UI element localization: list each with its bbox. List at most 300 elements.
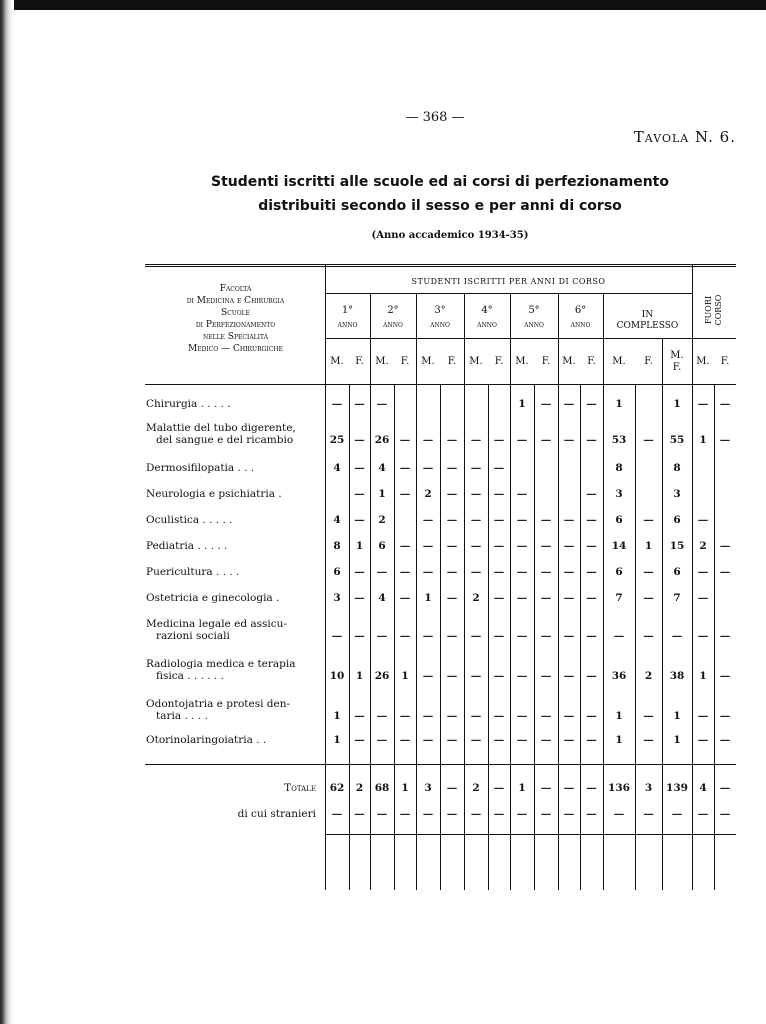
table-cell: — [516, 566, 528, 578]
table-cell: 1 [355, 540, 364, 552]
stranieri-cell: — [697, 808, 709, 820]
table-cell: — [719, 540, 731, 552]
table-cell: — [586, 630, 597, 642]
table-cell: — [446, 592, 458, 604]
table-cell: — [446, 710, 458, 722]
table-cell: — [422, 630, 434, 642]
table-cell: — [422, 540, 434, 552]
facolta-header-line: Medico — Chirurgiche [188, 344, 283, 354]
stranieri-cell: — [613, 808, 625, 820]
table-cell: 6 [378, 540, 386, 552]
totals-rule [145, 764, 736, 765]
table-cell: 6 [615, 566, 623, 578]
year-label: anno [570, 320, 591, 330]
table-cell: — [422, 710, 434, 722]
stranieri-cell: — [516, 808, 528, 820]
table-cell: — [643, 592, 654, 604]
sex-header: M. [375, 356, 389, 367]
totals-cell: 139 [666, 782, 688, 794]
table-cell: 1 [355, 670, 364, 682]
column-rule [662, 338, 663, 890]
table-cell: — [540, 710, 552, 722]
column-rule [464, 293, 465, 890]
table-cell: 25 [329, 434, 345, 446]
table-cell: 1 [518, 398, 526, 410]
table-cell: — [516, 434, 528, 446]
table-cell: — [697, 710, 709, 722]
table-cell: — [516, 670, 528, 682]
table-cell: 26 [374, 670, 390, 682]
table-cell: — [354, 434, 365, 446]
table-cell: — [586, 670, 597, 682]
table-cell: — [446, 670, 458, 682]
table-cell: 15 [669, 540, 685, 552]
table-cell: — [376, 710, 388, 722]
table-cell: — [470, 434, 482, 446]
column-rule [440, 384, 441, 890]
stranieri-cell: — [331, 808, 343, 820]
totals-cell: 2 [355, 782, 364, 794]
table-cell: — [719, 670, 731, 682]
table-top-rule-double [145, 266, 736, 267]
table-cell: — [493, 434, 505, 446]
table-cell: 1 [699, 670, 707, 682]
table-cell: 1 [673, 710, 681, 722]
table-cell: 2 [644, 670, 653, 682]
table-cell: — [643, 630, 654, 642]
stranieri-cell: — [376, 808, 388, 820]
table-cell: 8 [615, 462, 623, 474]
stranieri-cell: — [563, 808, 575, 820]
year-label: anno [383, 320, 403, 330]
table-cell: — [493, 488, 505, 500]
stranieri-cell: — [446, 808, 458, 820]
table-cell: — [470, 630, 482, 642]
table-cell: — [331, 630, 343, 642]
facolta-header-line: Facoltà [219, 284, 252, 294]
year-number: 2° [387, 305, 399, 316]
table-cell: — [493, 514, 505, 526]
table-cell: — [563, 566, 575, 578]
table-cell: 8 [673, 462, 681, 474]
table-cell: — [399, 540, 411, 552]
table-cell: — [422, 462, 434, 474]
table-cell: — [516, 540, 528, 552]
row-label: fisica . . . . . . [156, 670, 224, 682]
table-cell: — [540, 566, 552, 578]
group-header: STUDENTI ISCRITTI PER ANNI DI CORSO [411, 277, 606, 286]
table-cell: — [354, 630, 365, 642]
totals-cell: 62 [329, 782, 345, 794]
column-rule [325, 264, 326, 890]
stranieri-cell: — [643, 808, 654, 820]
table-cell: — [399, 488, 411, 500]
year-number: 5° [528, 305, 540, 316]
sex-header: F. [720, 356, 730, 367]
table-cell: — [470, 670, 482, 682]
year-label: anno [337, 320, 358, 330]
table-cell: — [697, 514, 709, 526]
sex-header: M. [515, 356, 529, 367]
table-cell: 14 [611, 540, 627, 552]
row-label: Ostetricia e ginecologia . [146, 592, 280, 604]
table-cell: 6 [615, 514, 623, 526]
table-cell: 7 [615, 592, 623, 604]
table-cell: 6 [333, 566, 341, 578]
sex-header: M. [421, 356, 435, 367]
table-cell: — [719, 566, 731, 578]
table-cell: 1 [333, 710, 341, 722]
column-rule [580, 384, 581, 890]
column-rule [558, 293, 559, 890]
table-cell: — [376, 630, 388, 642]
table-cell: — [563, 434, 575, 446]
table-cell: — [493, 734, 505, 746]
table-cell: — [470, 514, 482, 526]
facolta-header-line: di Medicina e Chirurgia [186, 296, 285, 306]
totals-cell: 4 [699, 782, 707, 794]
table-cell: — [719, 630, 731, 642]
row-label: Neurologia e psichiatria . [146, 488, 282, 500]
table-cell: — [719, 434, 731, 446]
sex-header: F. [644, 356, 653, 367]
table-cell: — [586, 434, 597, 446]
table-cell: — [376, 734, 388, 746]
table-cell: — [446, 434, 458, 446]
row-label: Chirurgia . . . . . [146, 398, 231, 410]
table-cell: — [697, 592, 709, 604]
table-cell: — [354, 710, 365, 722]
totals-cell: 3 [644, 782, 653, 794]
row-label: Radiologia medica e terapia [146, 658, 296, 670]
table-cell: — [446, 734, 458, 746]
academic-year: (Anno accademico 1934-35) [371, 230, 529, 241]
column-rule [370, 293, 371, 890]
table-cell: — [470, 710, 482, 722]
table-cell: 3 [615, 488, 623, 500]
row-label: Otorinolaringoiatria . . [146, 734, 267, 746]
row-label: Puericultura . . . . [146, 566, 240, 578]
row-label: del sangue e del ricambio [156, 434, 294, 446]
column-rule [692, 264, 693, 890]
year-number: 1° [341, 305, 354, 316]
table-cell: — [613, 630, 625, 642]
table-cell: 1 [424, 592, 432, 604]
year-label: anno [430, 320, 450, 330]
sex-header: M. [330, 356, 344, 367]
table-cell: — [493, 462, 505, 474]
table-cell: — [354, 488, 365, 500]
sex-header: F. [494, 356, 504, 367]
table-cell: — [719, 734, 731, 746]
table-top-rule [145, 264, 736, 265]
table-cell: — [719, 710, 731, 722]
table-cell: — [540, 670, 552, 682]
table-cell: — [563, 514, 575, 526]
header-bottom-rule [145, 384, 736, 385]
table-cell: — [399, 710, 411, 722]
table-cell: 2 [699, 540, 707, 552]
totals-cell: 2 [472, 782, 480, 794]
table-cell: — [697, 630, 709, 642]
table-cell: 55 [669, 434, 685, 446]
table-cell: 1 [673, 734, 681, 746]
table-cell: — [516, 488, 528, 500]
table-cell: 1 [615, 734, 623, 746]
table-cell: — [354, 566, 365, 578]
table-cell: — [516, 710, 528, 722]
table-cell: — [540, 514, 552, 526]
sex-header: M. [670, 350, 684, 361]
table-cell: — [540, 592, 552, 604]
table-cell: — [399, 434, 411, 446]
table-cell: — [493, 592, 505, 604]
table-cell: — [563, 540, 575, 552]
table-cell: 1 [615, 398, 623, 410]
table-cell: — [643, 514, 654, 526]
table-cell: 1 [699, 434, 707, 446]
year-number: 6° [574, 305, 587, 316]
stranieri-cell: — [422, 808, 434, 820]
page-number: — 368 — [405, 110, 465, 125]
stranieri-cell: — [586, 808, 597, 820]
column-rule [714, 384, 715, 890]
table-cell: — [354, 462, 365, 474]
table-cell: — [399, 734, 411, 746]
totals-cell: — [446, 782, 458, 794]
column-rule [349, 384, 350, 890]
table-cell: — [586, 514, 597, 526]
table-cell: — [354, 734, 365, 746]
totals-cell: — [719, 782, 731, 794]
table-cell: — [399, 630, 411, 642]
scan-left-edge [0, 0, 14, 1024]
table-cell: — [470, 566, 482, 578]
facolta-header-line: di Perfezionamento [195, 320, 276, 330]
table-cell: — [422, 566, 434, 578]
totals-cell: 3 [424, 782, 432, 794]
table-cell: 6 [673, 566, 681, 578]
table-cell: 26 [374, 434, 390, 446]
table-cell: — [643, 434, 654, 446]
group-header-rule [325, 293, 692, 294]
table-cell: — [586, 398, 597, 410]
table-cell: — [446, 462, 458, 474]
row-label: razioni sociali [156, 630, 230, 642]
sex-header: M. [469, 356, 483, 367]
table-cell: 2 [472, 592, 480, 604]
table-cell: — [446, 514, 458, 526]
table-cell: — [422, 734, 434, 746]
totals-cell: — [493, 782, 505, 794]
facolta-header-line: nelle Specialità [202, 332, 269, 342]
table-cell: — [671, 630, 683, 642]
table-title [160, 170, 720, 218]
year-label: anno [524, 320, 544, 330]
table-cell: 4 [378, 592, 386, 604]
column-rule [603, 293, 604, 890]
table-cell: — [470, 734, 482, 746]
column-rule [416, 293, 417, 890]
table-cell: 53 [611, 434, 627, 446]
table-cell: — [516, 734, 528, 746]
column-rule [534, 384, 535, 890]
table-cell: 6 [673, 514, 681, 526]
table-cell: — [643, 734, 654, 746]
table-cell: — [446, 630, 458, 642]
table-cell: — [563, 670, 575, 682]
sex-header: M. [562, 356, 576, 367]
table-cell: — [446, 488, 458, 500]
years-header-rule [325, 338, 736, 339]
stranieri-cell: — [671, 808, 683, 820]
bottom-rule [325, 834, 736, 835]
stranieri-cell: — [540, 808, 552, 820]
table-cell: — [516, 592, 528, 604]
scan-top-border [0, 0, 766, 10]
stranieri-cell: — [354, 808, 365, 820]
table-cell: — [516, 514, 528, 526]
table-cell: 4 [378, 462, 386, 474]
table-cell: — [493, 566, 505, 578]
totals-cell: 68 [374, 782, 390, 794]
table-cell: — [422, 434, 434, 446]
table-cell: — [422, 514, 434, 526]
row-label: Medicina legale ed assicu- [146, 618, 287, 630]
table-cell: — [697, 734, 709, 746]
stranieri-label: di cui stranieri [237, 808, 316, 820]
totals-label: Totale [284, 782, 316, 794]
row-label: Dermosifilopatia . . . [146, 462, 255, 474]
table-cell: — [540, 630, 552, 642]
column-rule [510, 293, 511, 890]
table-cell: — [563, 398, 575, 410]
table-cell: 1 [378, 488, 386, 500]
table-cell: — [586, 540, 597, 552]
sex-header: M. [612, 356, 626, 367]
totals-cell: 1 [518, 782, 526, 794]
table-cell: — [422, 670, 434, 682]
table-cell: — [586, 592, 597, 604]
title-line-2: distribuiti secondo il sesso e per anni di corso [258, 198, 622, 214]
column-rule [488, 384, 489, 890]
facolta-header-line: Scuole [220, 308, 251, 318]
row-label: taria . . . . [156, 710, 208, 722]
table-cell: — [376, 398, 388, 410]
table-cell: — [516, 630, 528, 642]
table-cell: — [399, 462, 411, 474]
sex-header: F. [400, 356, 410, 367]
table-cell: 2 [378, 514, 386, 526]
sex-header: F. [355, 356, 364, 367]
table-cell: 8 [333, 540, 341, 552]
title-line-1: Studenti iscritti alle scuole ed ai corsi di perfezionamento [211, 174, 669, 190]
table-cell: — [563, 734, 575, 746]
in-complesso-line: IN [641, 310, 654, 320]
table-cell: — [643, 710, 654, 722]
stranieri-cell: — [470, 808, 482, 820]
column-rule [394, 384, 395, 890]
row-label: Pediatria . . . . . [146, 540, 228, 552]
table-cell: — [354, 592, 365, 604]
table-cell: — [540, 434, 552, 446]
table-cell: 1 [644, 540, 653, 552]
table-cell: 2 [424, 488, 432, 500]
table-cell: 1 [615, 710, 623, 722]
row-label: Oculistica . . . . . [146, 514, 233, 526]
column-rule [635, 384, 636, 890]
table-cell: 7 [673, 592, 681, 604]
table-cell: — [719, 398, 731, 410]
table-cell: — [586, 566, 597, 578]
totals-cell: 1 [401, 782, 409, 794]
table-cell: — [493, 630, 505, 642]
table-cell: — [697, 398, 709, 410]
sex-header: F. [447, 356, 457, 367]
table-cell: — [586, 710, 597, 722]
totals-cell: — [540, 782, 552, 794]
table-cell: — [399, 592, 411, 604]
sex-header: F. [541, 356, 551, 367]
table-cell: 4 [333, 462, 341, 474]
table-cell: — [563, 592, 575, 604]
table-cell: — [446, 566, 458, 578]
table-cell: — [697, 566, 709, 578]
year-number: 3° [434, 305, 446, 316]
year-number: 4° [481, 305, 493, 316]
table-cell: 3 [333, 592, 341, 604]
row-label: Malattie del tubo digerente, [146, 422, 296, 434]
totals-cell: 136 [608, 782, 630, 794]
table-cell: — [446, 540, 458, 552]
stranieri-cell: — [719, 808, 731, 820]
table-cell: — [376, 566, 388, 578]
table-cell: 1 [401, 670, 409, 682]
table-cell: — [493, 710, 505, 722]
sex-header: F. [587, 356, 596, 367]
table-cell: — [540, 734, 552, 746]
table-cell: 1 [673, 398, 681, 410]
table-label: Tavola N. 6. [633, 128, 736, 146]
row-label: Odontojatria e protesi den- [146, 698, 291, 710]
table-cell: 4 [333, 514, 341, 526]
table-cell: — [586, 734, 597, 746]
table-cell: — [470, 488, 482, 500]
column-rule [714, 384, 715, 890]
table-cell: — [354, 514, 365, 526]
stranieri-cell: — [493, 808, 505, 820]
table-cell: — [354, 398, 365, 410]
table-cell: 10 [329, 670, 345, 682]
table-cell: — [470, 540, 482, 552]
fuori-corso-header: FUORI CORSO [704, 294, 723, 326]
table-cell: — [563, 630, 575, 642]
table-cell: — [493, 540, 505, 552]
table-cell: 38 [669, 670, 685, 682]
table-cell: — [563, 710, 575, 722]
table-cell: — [331, 398, 343, 410]
table-cell: — [399, 566, 411, 578]
table-cell: — [643, 566, 654, 578]
year-label: anno [477, 320, 497, 330]
in-complesso-line: COMPLESSO [616, 321, 679, 331]
table-cell: — [586, 488, 597, 500]
table-cell: — [540, 540, 552, 552]
stranieri-cell: — [399, 808, 411, 820]
table-cell: — [470, 462, 482, 474]
table-cell: — [540, 398, 552, 410]
table-cell: 36 [611, 670, 627, 682]
